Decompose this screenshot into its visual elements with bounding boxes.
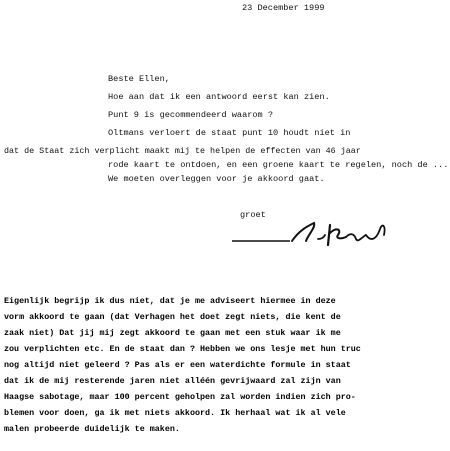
letter-line-2: Punt 9 is gecommendeerd waarom ? xyxy=(108,110,274,120)
letter-line-1: Hoe aan dat ik een antwoord eerst kan zien. xyxy=(108,92,330,102)
letter-line-5: rode kaart te ontdoen, en een groene kaart te regelen, noch de ... xyxy=(108,160,449,170)
note-line-9: malen probeerde duidelijk te maken. xyxy=(4,424,180,434)
salutation: Beste Ellen, xyxy=(108,74,170,84)
letter-line-6: We moeten overleggen voor je akkoord gaat. xyxy=(108,174,325,184)
letter-line-4: dat de Staat zich verplicht maakt mij te helpen de effecten van 46 jaar xyxy=(4,146,361,156)
signature-image xyxy=(230,217,400,251)
note-line-1: Eigenlijk begrijp ik dus niet, dat je me adviseert hiermee in deze xyxy=(4,296,336,306)
note-line-5: nog altijd niet geleerd ? Pas als er een waterdichte formule in staat xyxy=(4,360,351,370)
closing: groet xyxy=(240,210,266,220)
note-line-7: Haagse sabotage, maar 100 percent geholpen zal worden indien zich pro- xyxy=(4,392,356,402)
note-line-3: zaak niet) Dat jij mij zegt akkoord te gaan met een stuk waar ik me xyxy=(4,328,341,338)
letter-date: 23 December 1999 xyxy=(242,3,325,13)
note-line-4: zou verplichten etc. En de staat dan ? Hebben we ons lesje met hun truc xyxy=(4,344,361,354)
note-line-6: dat ik de mij resterende jaren niet alléén gevrijwaard zal zijn van xyxy=(4,376,341,386)
note-line-8: blemen voor doen, ga ik met niets akkoord. Ik herhaal wat ik al vele xyxy=(4,408,346,418)
note-line-2: vorm akkoord te gaan (dat Verhagen het doet zegt niets, die kent de xyxy=(4,312,341,322)
letter-line-3: Oltmans verloert de staat punt 10 houdt niet in xyxy=(108,128,351,138)
